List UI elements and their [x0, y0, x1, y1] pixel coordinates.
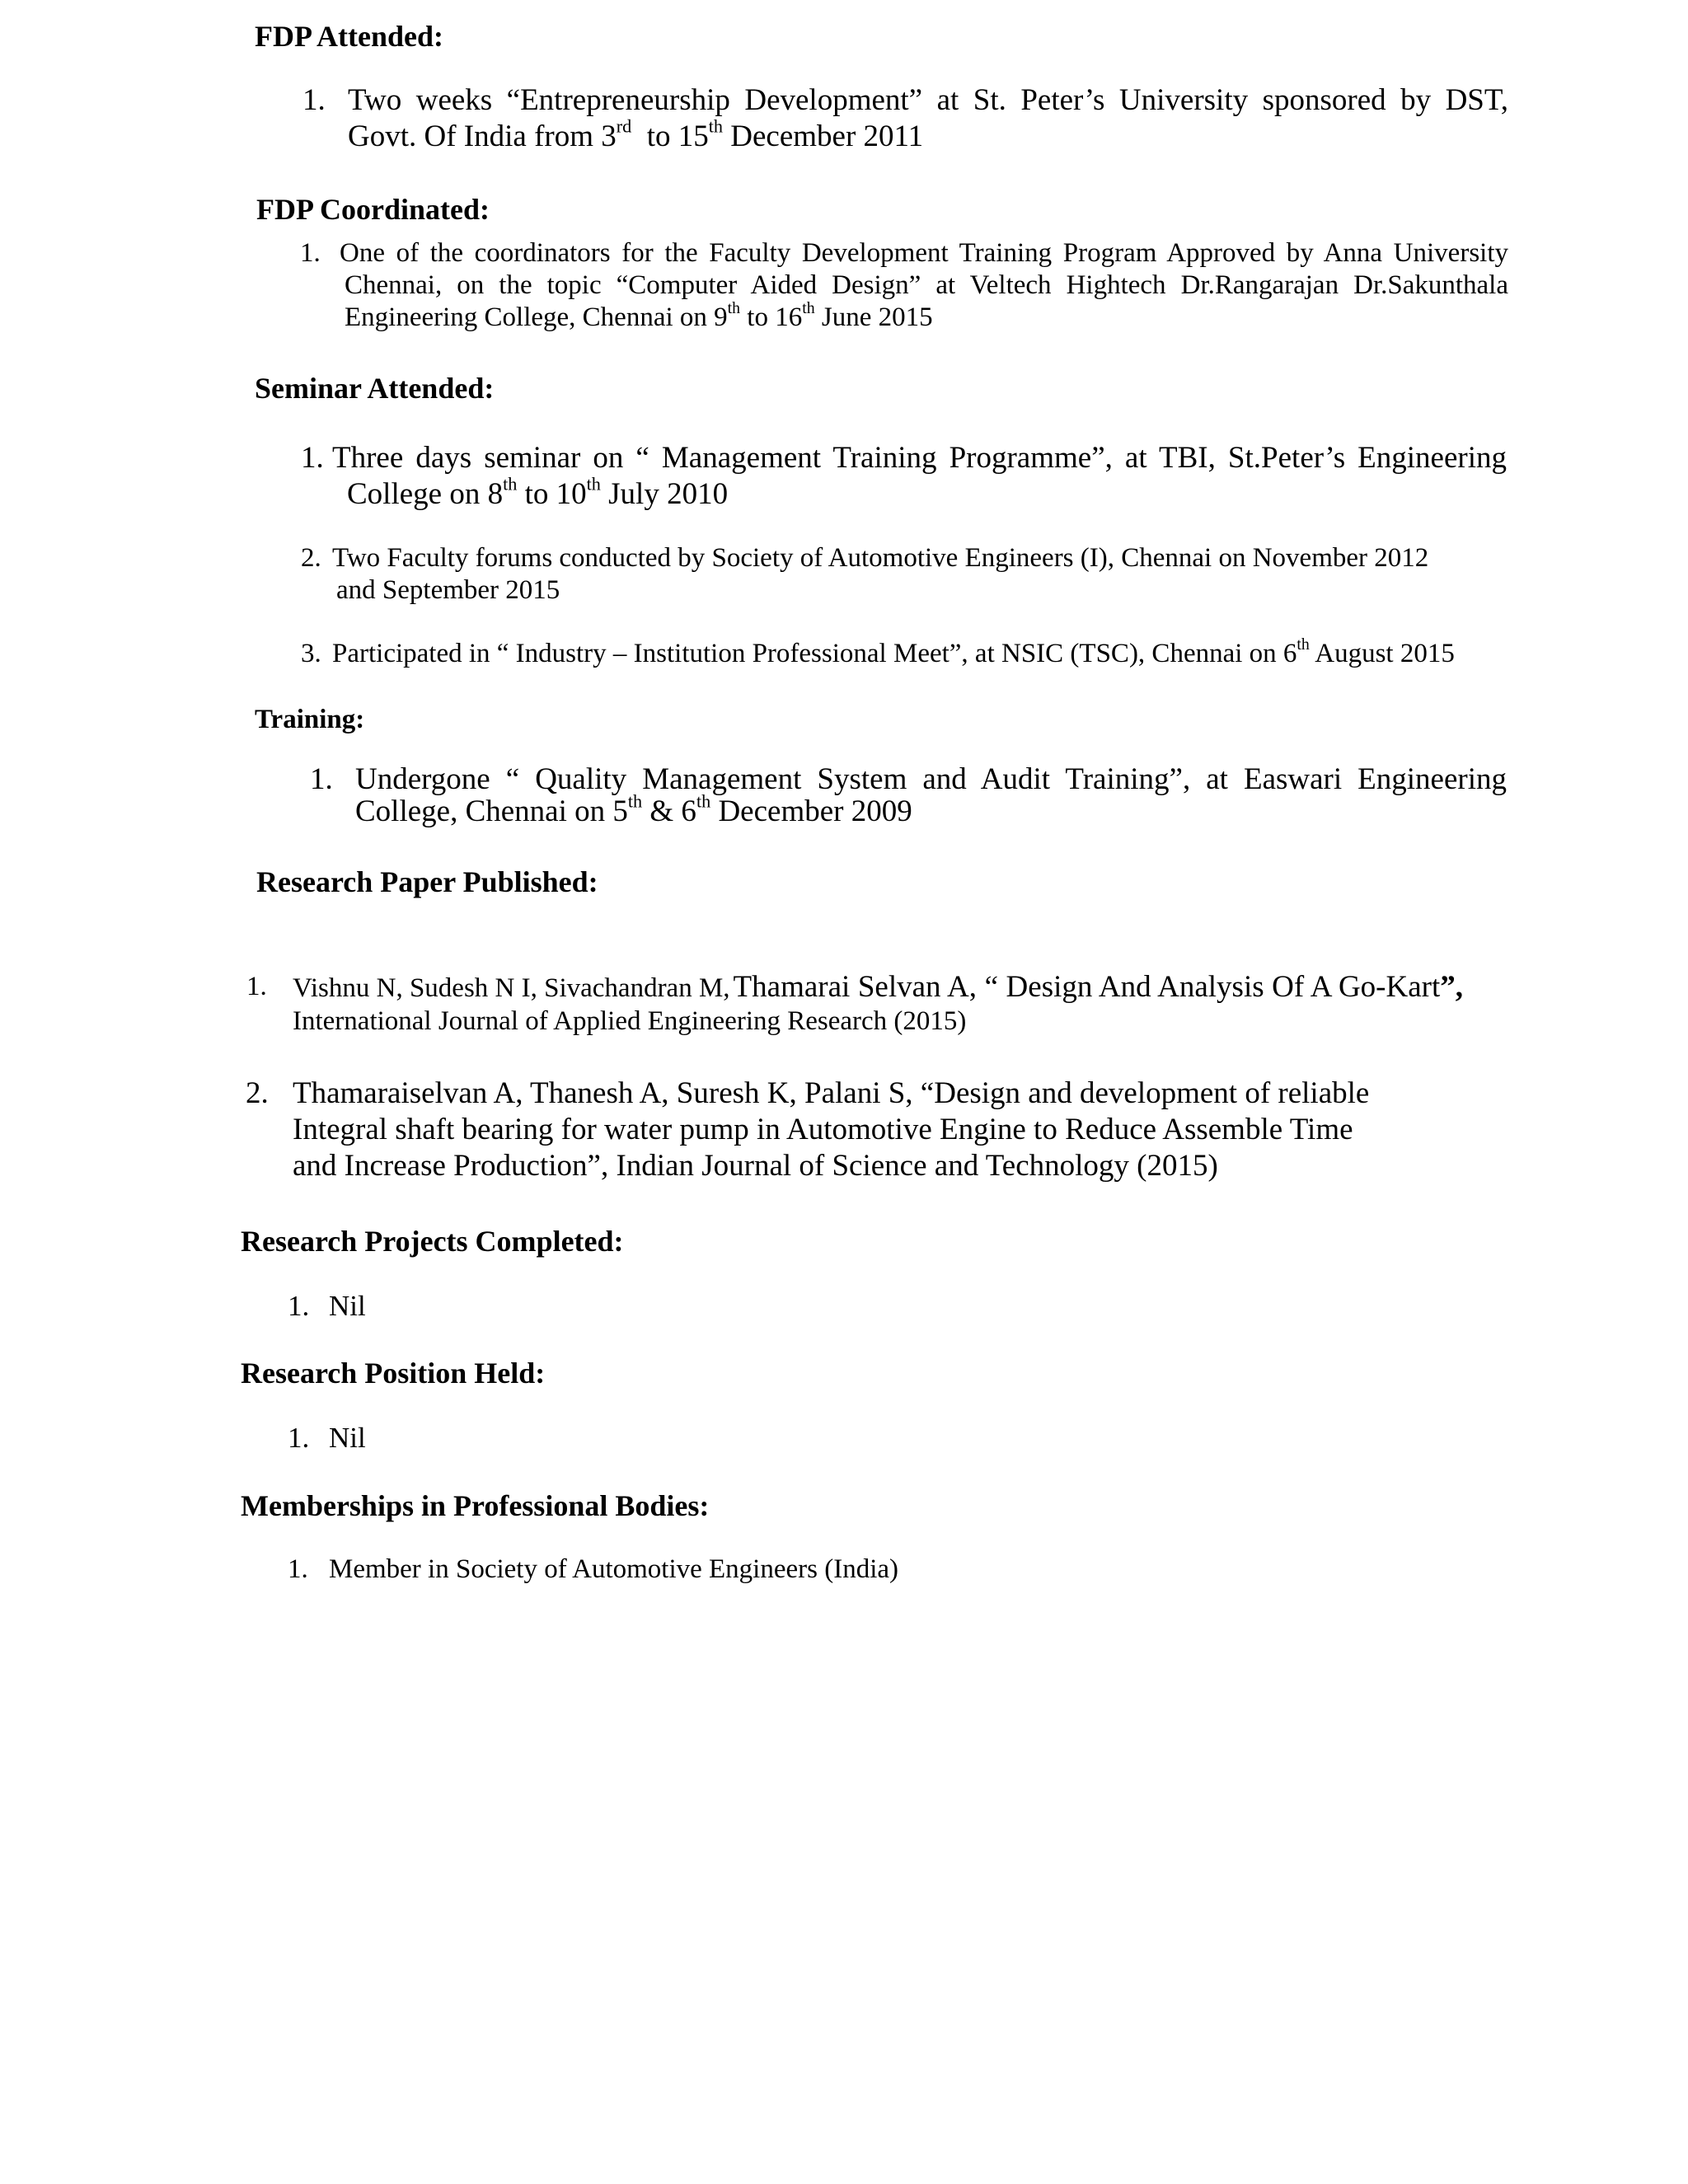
heading-memberships: Memberships in Professional Bodies:: [241, 1489, 710, 1522]
heading-research-projects: Research Projects Completed:: [241, 1225, 624, 1258]
heading-fdp-coordinated: FDP Coordinated:: [256, 193, 490, 226]
heading-training: Training:: [255, 705, 365, 734]
heading-research-position: Research Position Held:: [241, 1357, 546, 1390]
heading-seminar-attended: Seminar Attended:: [255, 372, 495, 405]
heading-fdp-attended: FDP Attended:: [255, 20, 443, 53]
heading-research-paper: Research Paper Published:: [256, 865, 598, 898]
document-page: FDP Attended: 1. Two weeks “Entrepreneurship Development” at St. Peter’s University sponsored by DST, Govt. Of India from 3rd to 15th December 2011 FDP Coordinated: 1. One of the coordinators for the Faculty Development Training Program Approved by Anna University Chennai, on the topic “Computer Aided Design” at Veltech Hightech Dr.Rangarajan Dr.Sakunthala Engineering College, Chennai on 9th to 16th June 2015 Seminar Attended: 1. Three days seminar on “ Management Training Programme”, at TBI, St.Peter’s Engineering College on 8th to 10th July 2010 2. Two Faculty forums conducted by Society of Automotive Engineers (I), Chennai on November 2012 and September 2015 3. Participated in “ Industry – Institution Professional Meet”, at NSIC (TSC), Chennai on 6th August 2015 Training: 1. Undergone “ Quality Management System and Audit Training”, at Easwari Engineering College, Chennai on 5th & 6th December 2009 Research Paper Published: 1. Vishnu N, Sudesh N I, Sivachandran M, Thamarai Selvan A, “ Design And Analysis Of A Go-Kart ”, International Journal of Applied Engineering Research (2015) 2. Thamaraiselvan A, Thanesh A, Suresh K, Palani S, “Design and development of reliable Integral shaft bearing for water pump in Automotive Engine to Reduce Assemble Time and Increase Production”, Indian Journal of Science and Technology (2015) Research Projects Completed: 1. Nil Research Position Held: 1. Nil Memberships in Professional Bodies: 1. Member in Society of Automotive Engineers (India): [241, 20, 1508, 1584]
